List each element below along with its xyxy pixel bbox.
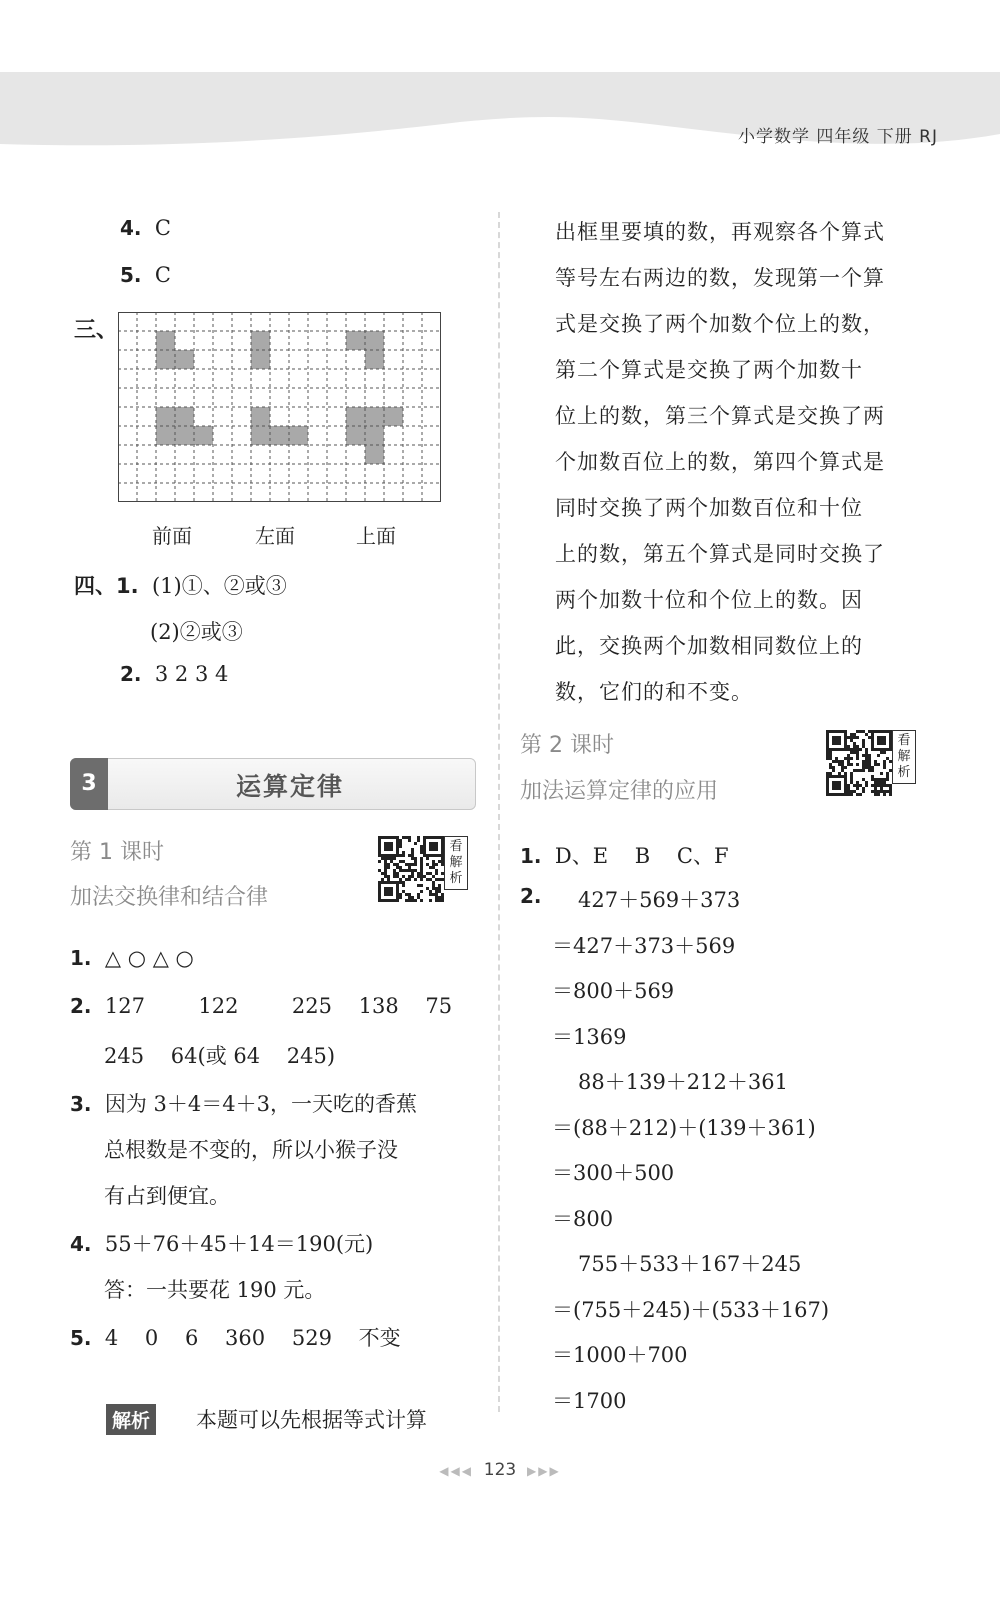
answer-5: 5. 4 0 6 360 529 不变: [70, 1326, 401, 1350]
shaded-cell: [365, 426, 384, 445]
calculation-line: ＝800: [552, 1206, 614, 1231]
shaded-cell: [346, 407, 365, 426]
shaded-cell: [365, 407, 384, 426]
question-5: 5. C: [120, 263, 171, 287]
answer-4: 4. 55＋76＋45＋14＝190(元): [70, 1232, 374, 1256]
calculation-line: ＝(755＋245)＋(533＋167): [552, 1297, 830, 1322]
answer-3-line3: 有占到便宜。: [104, 1184, 230, 1208]
paragraph-line: 出框里要填的数，再观察各个算式: [555, 220, 885, 244]
shaded-cell: [251, 350, 270, 369]
answer-2-line2: 245 64(或 64 245): [104, 1044, 336, 1068]
section-san-label: 三、: [74, 318, 119, 343]
view-label-front: 前面: [152, 524, 192, 548]
answer-b1: 1. D、E B C、F: [520, 844, 729, 868]
paragraph-line: 两个加数十位和个位上的数。因: [555, 588, 863, 612]
analysis-tag: 解析: [106, 1404, 156, 1435]
shaded-cell: [156, 331, 175, 350]
paragraph-line: 数，它们的和不变。: [555, 680, 753, 704]
shaded-cell: [156, 350, 175, 369]
calculation-line: ＝1369: [552, 1024, 627, 1049]
calculation-line: ＝(88＋212)＋(139＋361): [552, 1115, 816, 1140]
lesson-1-title: 加法交换律和结合律: [70, 885, 269, 910]
question-si-2: 2. 3 2 3 4: [120, 662, 229, 686]
shaded-cell: [289, 426, 308, 445]
shaded-cell: [251, 331, 270, 350]
calculation-line: 755＋533＋167＋245: [578, 1252, 802, 1276]
paragraph-line: 式是交换了两个加数个位上的数，: [555, 312, 885, 336]
page-number: 123: [483, 1460, 517, 1480]
shaded-cell: [365, 331, 384, 350]
shaded-cell: [346, 426, 365, 445]
calculation-line: 427＋569＋373: [578, 888, 741, 912]
shaded-cell: [194, 426, 213, 445]
shaded-cell: [175, 350, 194, 369]
paragraph-line: 等号左右两边的数，发现第一个算: [555, 266, 885, 290]
book-title: 小学数学 四年级 下册 RJ: [737, 127, 938, 147]
section-number: 3: [70, 758, 108, 810]
shaded-cell: [251, 426, 270, 445]
shaded-cell: [156, 426, 175, 445]
section-title: 运算定律: [236, 772, 345, 801]
answer-3: 3. 因为 3＋4＝4＋3，一天吃的香蕉: [70, 1092, 417, 1116]
shaded-cell: [156, 407, 175, 426]
answer-1: 1. △ ○ △ ○: [70, 946, 194, 970]
view-grid-diagram: [118, 312, 441, 502]
question-si-1: 四、1. (1)①、②或③: [74, 574, 287, 598]
analysis-text: 本题可以先根据等式计算: [196, 1408, 427, 1432]
paragraph-line: 第二个算式是交换了两个加数十: [555, 358, 863, 382]
shaded-cell: [270, 426, 289, 445]
paragraph-line: 上的数，第五个算式是同时交换了: [555, 542, 885, 566]
view-label-top: 上面: [356, 524, 396, 548]
next-page-icon[interactable]: ▶▶▶: [527, 1464, 561, 1478]
lesson-2-label: 第 2 课时: [520, 733, 614, 758]
question-si-1-part2: (2)②或③: [150, 620, 243, 644]
paragraph-line: 个加数百位上的数，第四个算式是: [555, 450, 885, 474]
page-navigation: [0, 1460, 1000, 1480]
shaded-cell: [384, 407, 403, 426]
qr-code-caption: 看解析: [444, 836, 468, 890]
column-divider: [498, 212, 500, 1412]
paragraph-line: 此，交换两个加数相同数位上的: [555, 634, 863, 658]
lesson-1-label: 第 1 课时: [70, 840, 164, 865]
lesson-2-title: 加法运算定律的应用: [520, 779, 719, 804]
shaded-cell: [365, 445, 384, 464]
answer-2: 2. 127 122 225 138 75: [70, 994, 453, 1018]
qr-code-icon[interactable]: [378, 836, 444, 902]
shaded-cell: [175, 407, 194, 426]
view-label-left: 左面: [255, 524, 295, 548]
calculation-line: ＝300＋500: [552, 1161, 675, 1185]
answer-b2-number: 2.: [520, 884, 542, 908]
qr-code-icon[interactable]: [826, 730, 892, 796]
question-4: 4. C: [120, 216, 171, 240]
qr-code-caption: 看解析: [892, 730, 916, 784]
paragraph-line: 同时交换了两个加数百位和十位: [555, 496, 863, 520]
calculation-line: ＝800＋569: [552, 979, 675, 1003]
calculation-line: ＝1000＋700: [552, 1343, 688, 1367]
shaded-cell: [365, 350, 384, 369]
calculation-line: 88＋139＋212＋361: [578, 1070, 788, 1094]
answer-3-line2: 总根数是不变的，所以小猴子没: [104, 1138, 398, 1162]
prev-page-icon[interactable]: ◀◀◀: [439, 1464, 473, 1478]
shaded-cell: [346, 331, 365, 350]
paragraph-line: 位上的数，第三个算式是交换了两: [555, 404, 885, 428]
shaded-cell: [175, 426, 194, 445]
calculation-line: ＝427＋373＋569: [552, 933, 736, 958]
calculation-line: ＝1700: [552, 1388, 627, 1413]
answer-4-line2: 答：一共要花 190 元。: [104, 1278, 326, 1302]
shaded-cell: [251, 407, 270, 426]
